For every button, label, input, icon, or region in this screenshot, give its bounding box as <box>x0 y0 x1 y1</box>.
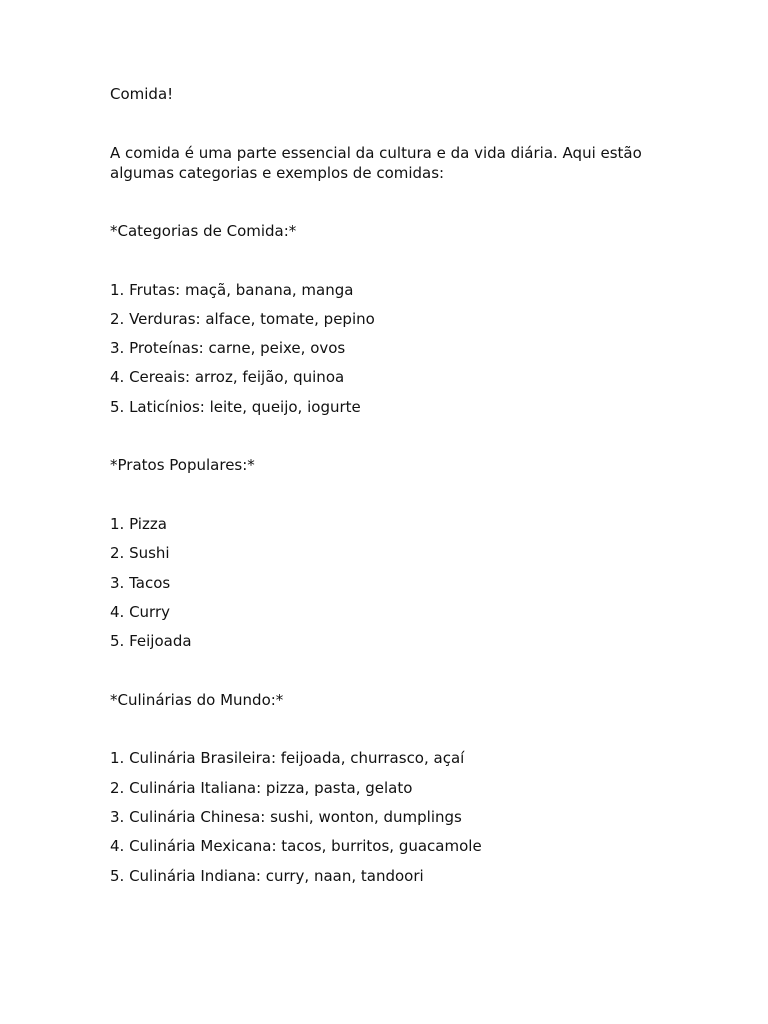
section-heading-categorias: *Categorias de Comida:* <box>110 222 297 240</box>
list-item: 1. Culinária Brasileira: feijoada, churrasco, açaí <box>110 749 465 767</box>
list-item: 2. Sushi <box>110 544 170 562</box>
list-item: 2. Verduras: alface, tomate, pepino <box>110 310 375 328</box>
list-item: 5. Culinária Indiana: curry, naan, tandoori <box>110 867 424 885</box>
list-item: 1. Pizza <box>110 515 167 533</box>
section-heading-culinarias: *Culinárias do Mundo:* <box>110 691 284 709</box>
list-item: 3. Tacos <box>110 574 171 592</box>
list-item: 4. Cereais: arroz, feijão, quinoa <box>110 368 345 386</box>
list-item: 3. Culinária Chinesa: sushi, wonton, dumplings <box>110 808 462 826</box>
document-title: Comida! <box>110 85 174 103</box>
section-heading-pratos: *Pratos Populares:* <box>110 456 255 474</box>
intro-paragraph: A comida é uma parte essencial da cultura e da vida diária. Aqui estão algumas categorias e exemplos de comidas: <box>110 144 642 182</box>
list-item: 2. Culinária Italiana: pizza, pasta, gelato <box>110 779 413 797</box>
list-item: 5. Laticínios: leite, queijo, iogurte <box>110 398 361 416</box>
list-item: 3. Proteínas: carne, peixe, ovos <box>110 339 346 357</box>
list-item: 4. Culinária Mexicana: tacos, burritos, guacamole <box>110 837 482 855</box>
list-item: 1. Frutas: maçã, banana, manga <box>110 281 354 299</box>
list-item: 5. Feijoada <box>110 632 192 650</box>
list-item: 4. Curry <box>110 603 171 621</box>
